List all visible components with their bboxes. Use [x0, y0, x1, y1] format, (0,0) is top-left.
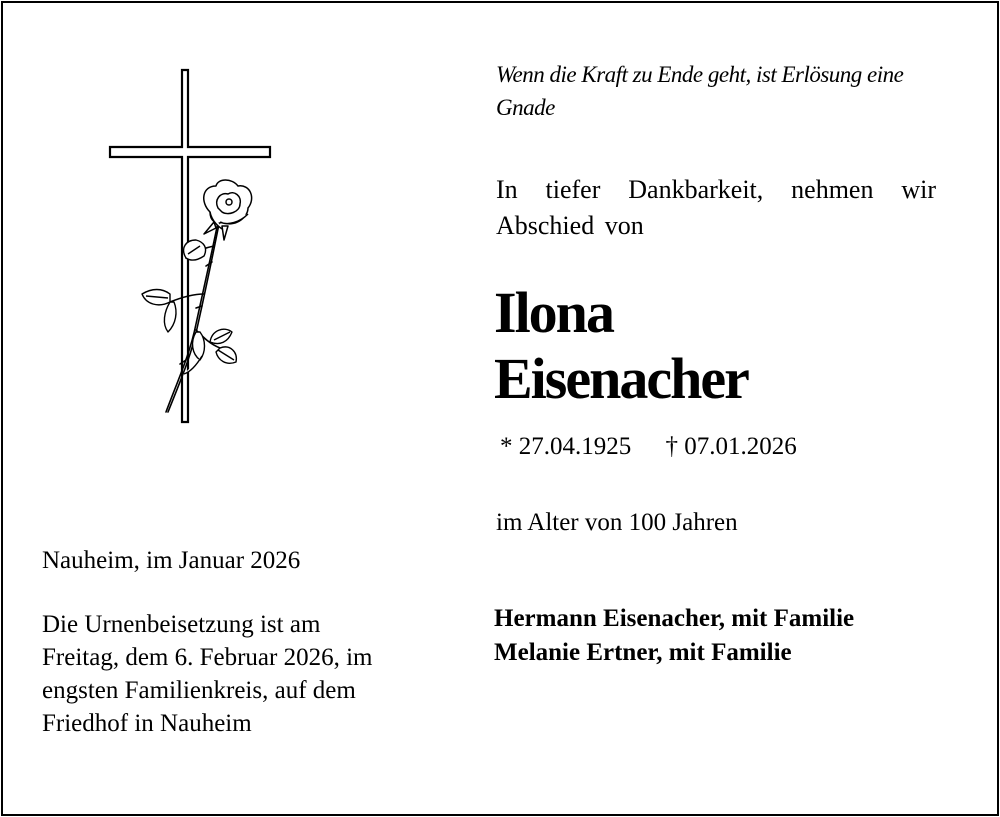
- deceased-name: [494, 280, 954, 412]
- mourner-entry: Melanie Ertner, mit Familie: [494, 639, 792, 666]
- age-at-death: im Alter von 100 Jahren: [496, 509, 738, 536]
- farewell-intro: In tiefer Dankbarkeit, nehmen wir Abschied von: [496, 175, 936, 240]
- mourners-list: [494, 602, 854, 670]
- cross-with-rose-icon: [100, 62, 290, 430]
- motto-quote: Wenn die Kraft zu Ende geht, ist Erlösung eine Gnade: [496, 62, 904, 120]
- last-name: Eisenacher: [494, 346, 748, 411]
- life-dates: [500, 430, 797, 464]
- place-and-date: Nauheim, im Januar 2026: [42, 547, 301, 574]
- death-date: † 07.01.2026: [665, 433, 797, 460]
- first-name: Ilona: [494, 280, 613, 345]
- birth-date: * 27.04.1925: [500, 433, 632, 460]
- mourner-entry: Hermann Eisenacher, mit Familie: [494, 605, 855, 632]
- funeral-note: Die Urnenbeisetzung ist am Freitag, dem 6. Februar 2026, im engsten Familienkreis, auf dem Friedhof in Nauheim: [42, 611, 373, 737]
